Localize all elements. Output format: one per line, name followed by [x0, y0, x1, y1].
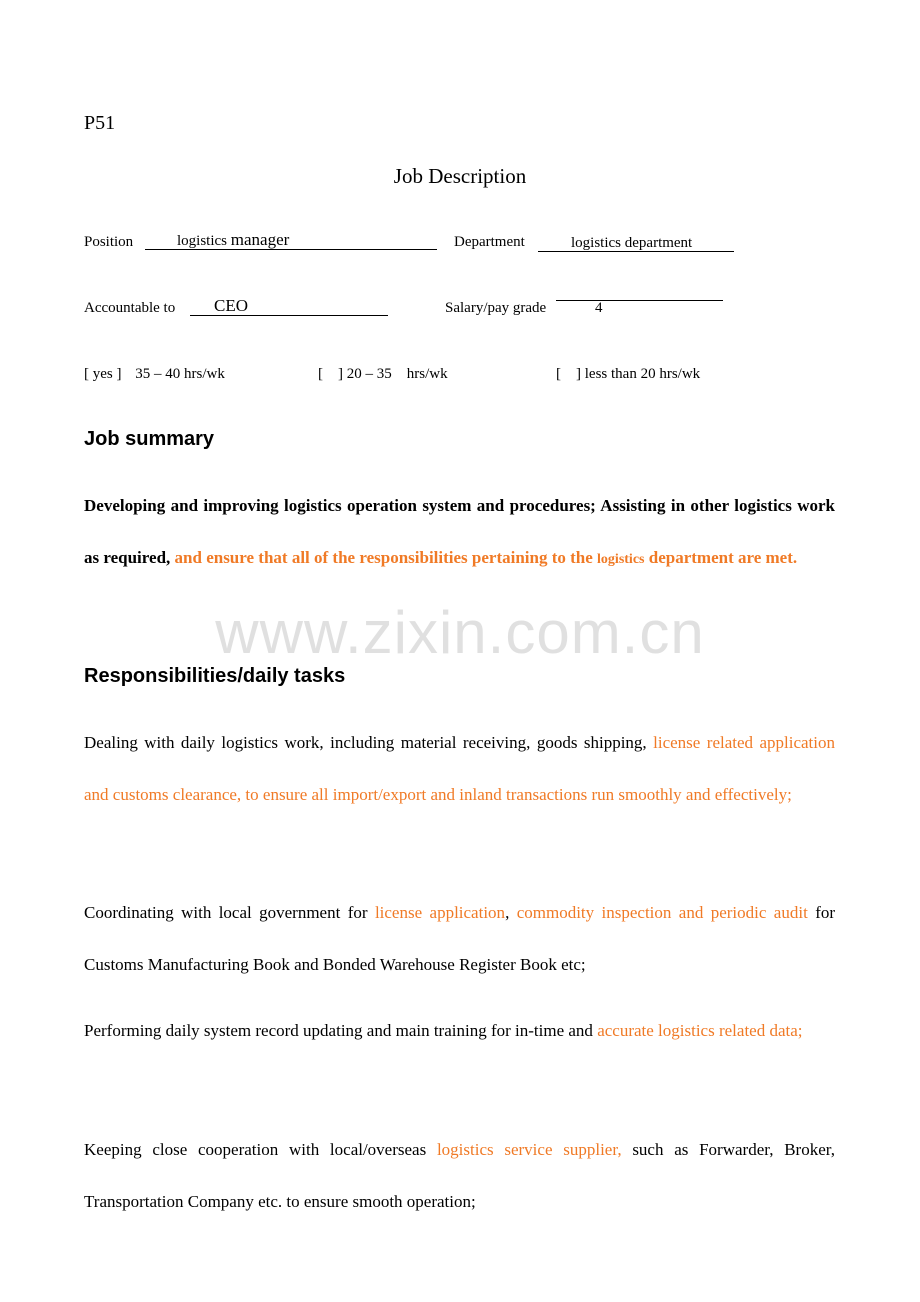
- page-code: P51: [84, 112, 116, 134]
- responsibilities-heading: Responsibilities/daily tasks: [84, 665, 346, 687]
- position-field: [145, 232, 437, 250]
- page-title: Job Description: [393, 164, 527, 188]
- responsibility-2-highlight-b: commodity inspection and periodic audit: [516, 903, 808, 922]
- salary-label: Salary/pay grade: [445, 300, 547, 316]
- responsibility-item-4: [84, 1124, 835, 1228]
- department-label: Department: [454, 234, 525, 250]
- responsibility-2-comma: ,: [505, 903, 510, 922]
- responsibility-1-highlight: license related application and customs clearance, to ensure all import/export and inland transactions run smoothly and effectively;: [84, 733, 835, 804]
- accountable-label: Accountable to: [84, 300, 176, 316]
- accountable-field: [190, 298, 388, 316]
- hours-option-3[interactable]: [556, 366, 700, 383]
- checkbox-empty[interactable]: [ ]: [318, 366, 343, 382]
- hours-option-1-label: 35 – 40 hrs/wk: [135, 366, 225, 382]
- summary-text-orange-small: logistics: [597, 552, 645, 567]
- summary-text-orange-end: department are met.: [648, 548, 798, 567]
- responsibility-4-highlight: logistics service supplier,: [436, 1140, 622, 1159]
- responsibility-2-highlight-a: license application: [374, 903, 506, 922]
- department-value: logistics department: [571, 235, 693, 251]
- position-value-b: manager: [230, 230, 290, 249]
- watermark: www.zixin.com.cn: [215, 599, 705, 666]
- responsibility-1-text: Dealing with daily logistics work, including material receiving, goods shipping,: [84, 733, 647, 752]
- summary-text-orange: and ensure that all of the responsibilities pertaining to the: [174, 548, 593, 567]
- responsibility-item-1: [84, 717, 835, 821]
- position-label: Position: [84, 234, 134, 250]
- hours-option-2[interactable]: [318, 366, 448, 383]
- department-field: [538, 234, 734, 252]
- job-summary-heading: Job summary: [84, 428, 215, 450]
- responsibility-3-text: Performing daily system record updating and main training for in-time and: [84, 1021, 593, 1040]
- checkbox-yes[interactable]: [ yes ]: [84, 366, 122, 382]
- responsibility-2-text-a: Coordinating with local government for: [84, 903, 368, 922]
- responsibility-item-3: [84, 1005, 835, 1057]
- job-summary-text: [84, 480, 835, 586]
- hours-option-1[interactable]: [84, 366, 225, 383]
- hours-option-3-label: less than 20 hrs/wk: [584, 366, 701, 382]
- salary-value: 4: [595, 300, 603, 316]
- responsibility-3-highlight: accurate logistics related data;: [597, 1021, 803, 1040]
- checkbox-empty[interactable]: [ ]: [556, 366, 581, 382]
- summary-text-black: Developing and improving logistics operation system and procedures; Assisting in other logistics work as required,: [84, 496, 835, 567]
- responsibility-item-2: [84, 887, 835, 991]
- position-value-a: logistics: [177, 233, 228, 249]
- accountable-value: CEO: [214, 296, 248, 315]
- hours-option-2-label: 20 – 35 hrs/wk: [346, 366, 448, 382]
- responsibility-4-text-a: Keeping close cooperation with local/overseas: [84, 1140, 427, 1159]
- responsibility-2-text-c: for Customs Manufacturing Book and Bonded Warehouse Register Book etc;: [84, 903, 836, 974]
- salary-line: [556, 300, 723, 301]
- responsibility-4-text-b: such as Forwarder, Broker, Transportation Company etc. to ensure smooth operation;: [84, 1140, 835, 1211]
